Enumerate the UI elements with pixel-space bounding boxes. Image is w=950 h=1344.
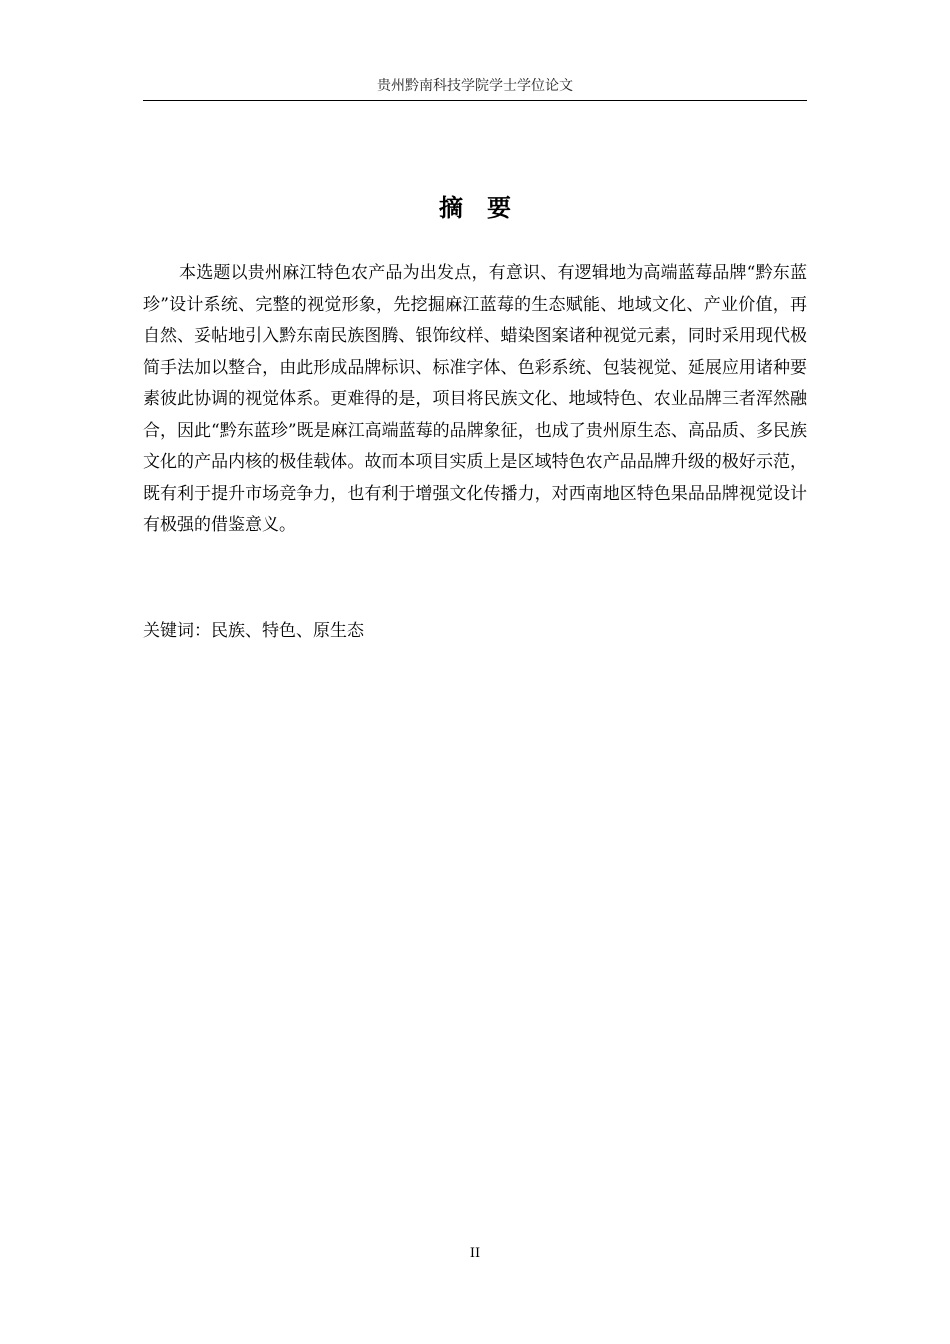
abstract-title: 摘要 <box>439 193 535 222</box>
abstract-body: 本选题以贵州麻江特色农产品为出发点，有意识、有逻辑地为高端蓝莓品牌“黔东蓝珍”设计系统、完整的视觉形象，先挖掘麻江蓝莓的生态赋能、地域文化、产业价值，再自然、妥帖地引入黔东南民族图腾、银饰纹样、蜡染图案诸种视觉元素，同时采用现代极简手法加以整合，由此形成品牌标识、标准字体、色彩系统、包装视觉、延展应用诸种要素彼此协调的视觉体系。更难得的是，项目将民族文化、地域特色、农业品牌三者浑然融合，因此“黔东蓝珍”既是麻江高端蓝莓的品牌象征，也成了贵州原生态、高品质、多民族文化的产品内核的极佳载体。故而本项目实质上是区域特色农产品品牌升级的极好示范，既有利于提升市场竞争力，也有利于增强文化传播力，对西南地区特色果品品牌视觉设计有极强的借鉴意义。 <box>143 263 807 535</box>
keywords-line <box>143 617 807 645</box>
header-divider <box>143 100 807 101</box>
running-header: 贵州黔南科技学院学士学位论文 <box>377 78 573 94</box>
keywords-value: 民族、特色、原生态 <box>211 621 364 641</box>
page-number: II <box>469 1246 481 1261</box>
keywords-label: 关键词： <box>143 621 211 641</box>
